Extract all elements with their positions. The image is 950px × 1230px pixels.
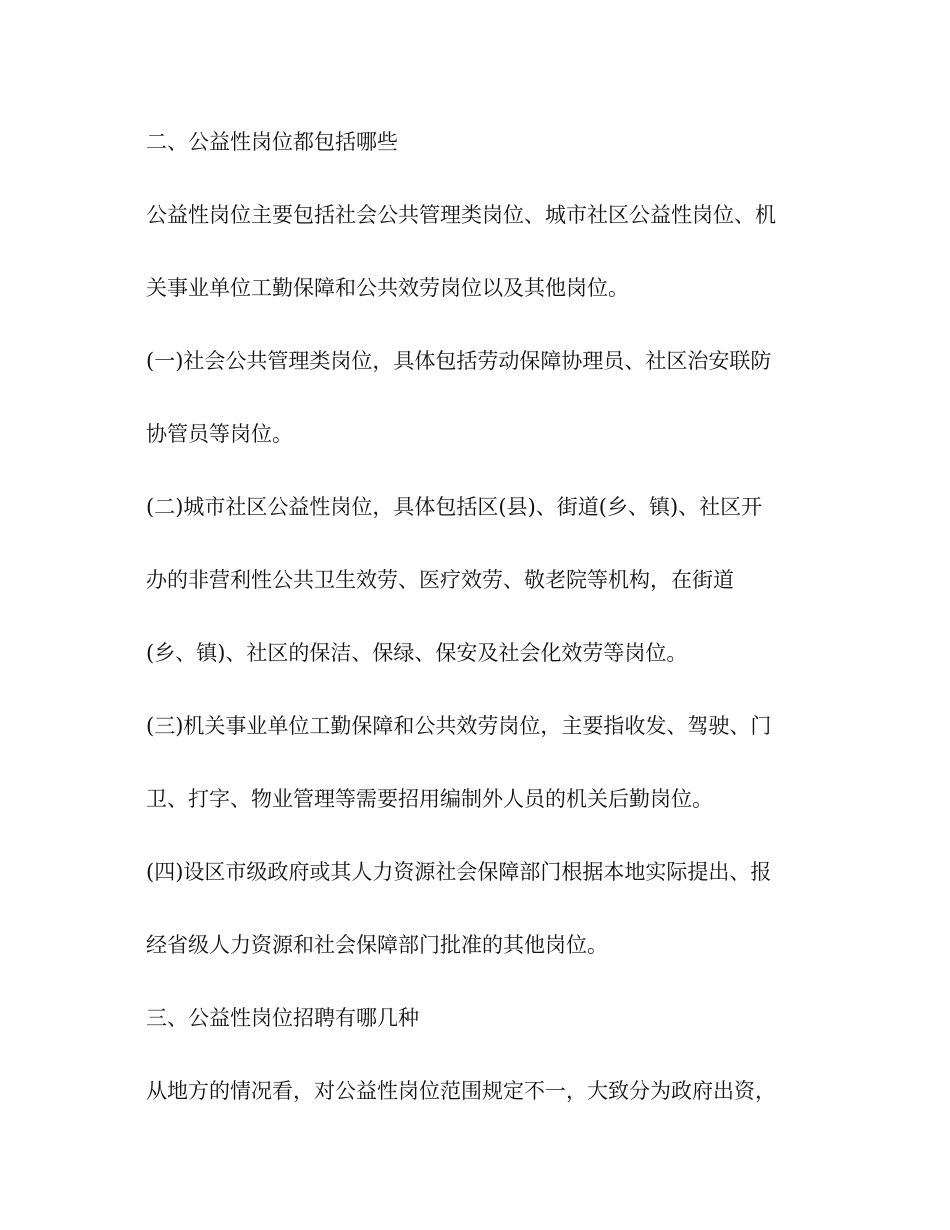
paragraph-line: 关事业单位工勤保障和公共效劳岗位以及其他岗位。 [146,276,629,300]
list-item-2-line: 办的非营利性公共卫生效劳、医疗效劳、敬老院等机构，在街道 [146,568,734,592]
section-heading-3: 三、公益性岗位招聘有哪几种 [146,1006,419,1030]
list-item-1-line: (一)社会公共管理类岗位，具体包括劳动保障协理员、社区治安联防 [146,349,772,373]
section-heading-2: 二、公益性岗位都包括哪些 [146,130,398,154]
list-item-2-line: (二)城市社区公益性岗位，具体包括区(县)、街道(乡、镇)、社区开 [146,495,763,519]
list-item-3-line: (三)机关事业单位工勤保障和公共效劳岗位，主要指收发、驾驶、门 [146,714,772,738]
list-item-2-line: (乡、镇)、社区的保洁、保绿、保安及社会化效劳等岗位。 [146,641,688,665]
list-item-3-line: 卫、打字、物业管理等需要招用编制外人员的机关后勤岗位。 [146,787,713,811]
list-item-4-line: 经省级人力资源和社会保障部门批准的其他岗位。 [146,933,608,957]
paragraph-line: 从地方的情况看，对公益性岗位范围规定不一，大致分为政府出资， [146,1079,776,1103]
list-item-1-line: 协管员等岗位。 [146,422,293,446]
list-item-4-line: (四)设区市级政府或其人力资源社会保障部门根据本地实际提出、报 [146,860,772,884]
paragraph-line: 公益性岗位主要包括社会公共管理类岗位、城市社区公益性岗位、机 [146,203,776,227]
